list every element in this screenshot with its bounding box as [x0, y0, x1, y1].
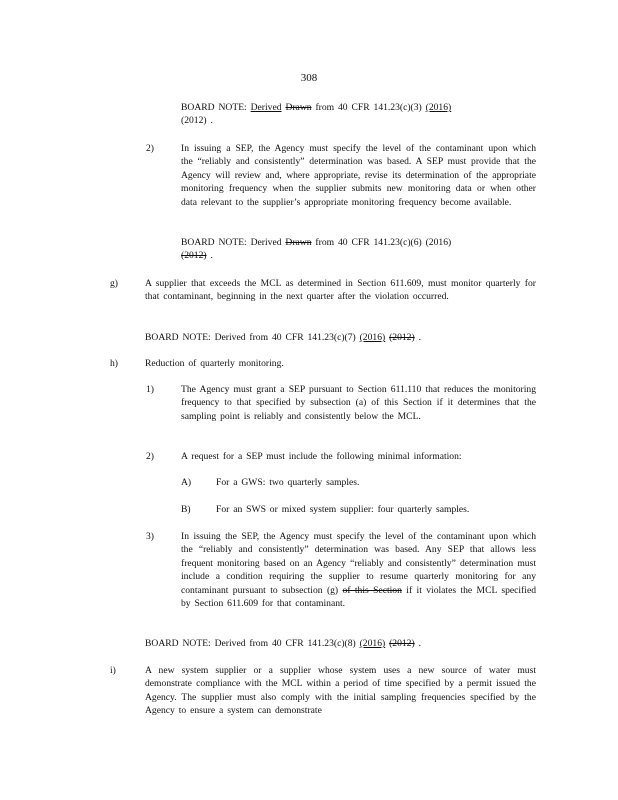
item-label-h2b: B) [181, 504, 191, 515]
board-note-f2: BOARD NOTE: Derived Drawn from 40 CFR 141.23(c)(6) (2016) (2012) . [181, 237, 452, 262]
item-label-i: i) [110, 665, 116, 676]
item-label-h: h) [110, 358, 118, 369]
board-note-h: BOARD NOTE: Derived from 40 CFR 141.23(c)(8) (2016) (2012) . [145, 638, 421, 649]
deleted-text: (2012) [389, 638, 415, 649]
paragraph-h2: A request for a SEP must include the following minimal information: [181, 451, 462, 462]
inserted-text: (2016) [425, 102, 452, 113]
deleted-text: (2012) [181, 250, 207, 262]
paragraph-f2: In issuing a SEP, the Agency must specify the level of the contaminant upon which the “reliably and consistently” determination was based. A SEP must provide that the Agency will review and, where appropriate, revise its determination of the appropriate monitoring frequency when the supplier submits new monitoring data or when other data relevant to the supplier’s appropriate monitoring frequency become available. [181, 143, 536, 208]
inserted-text: (2016) [359, 638, 386, 649]
inserted-text: (2016) [359, 332, 386, 343]
item-label-h2: 2) [146, 451, 154, 462]
board-note-g: BOARD NOTE: Derived from 40 CFR 141.23(c)(7) (2016) (2012) . [145, 332, 421, 343]
deleted-text: Drawn [285, 102, 312, 113]
board-note-f1: BOARD NOTE: Derived Drawn from 40 CFR 141.23(c)(3) (2016) (2012) . [181, 102, 452, 127]
item-label-f2: 2) [146, 143, 154, 154]
item-label-h3: 3) [146, 531, 154, 542]
paragraph-h2b: For an SWS or mixed system supplier: four quarterly samples. [216, 504, 470, 515]
item-label-g: g) [110, 278, 118, 289]
paragraph-i: A new system supplier or a supplier whose system uses a new source of water must demonstrate compliance with the MCL within a period of time specified by a permit issued the Agency. The supplier must also comply with the initial sampling frequencies specified by the Agency to ensure a system can demonstrate [145, 665, 536, 717]
item-label-h1: 1) [146, 384, 154, 395]
deleted-text: of this Section [342, 584, 402, 596]
page-number: 308 [300, 72, 318, 84]
paragraph-h3: In issuing the SEP, the Agency must specify the level of the contaminant upon which the “reliably and consistently” determination was based. Any SEP that allows less frequent monitoring based on an Agency “reliably and consistently” determination must include a condition requiring the supplier to resume quarterly monitoring for any contaminant pursuant to subsection (g) of this Section if it violates the MCL specified by Section 611.609 for that contaminant. [181, 531, 536, 610]
paragraph-h2a: For a GWS: two quarterly samples. [216, 477, 360, 488]
paragraph-g: A supplier that exceeds the MCL as determined in Section 611.609, must monitor quarterly for that contaminant, beginning in the next quarter after the violation occurred. [145, 278, 536, 303]
paragraph-h1: The Agency must grant a SEP pursuant to Section 611.110 that reduces the monitoring frequency to that specified by subsection (a) of this Section if it determines that the sampling point is reliably and consistently below the MCL. [181, 384, 536, 422]
deleted-text: (2012) [389, 332, 415, 343]
paragraph-h: Reduction of quarterly monitoring. [145, 358, 284, 369]
deleted-text: Drawn [285, 237, 312, 248]
inserted-text: Derived [250, 102, 282, 113]
item-label-h2a: A) [181, 477, 192, 488]
